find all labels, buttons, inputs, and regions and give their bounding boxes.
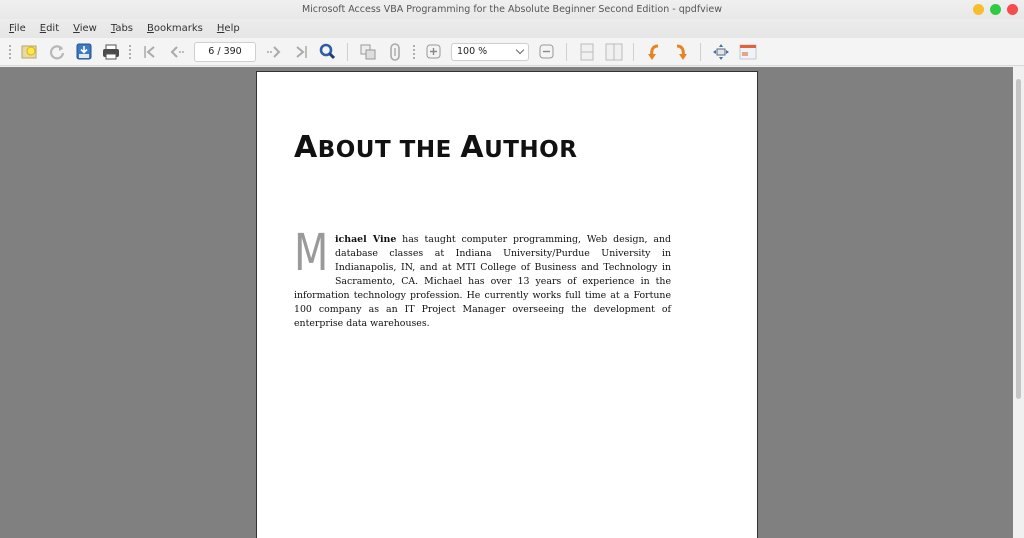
toolbar xyxy=(0,38,1024,66)
heading-capital: A xyxy=(294,130,318,165)
zoom-in-icon xyxy=(426,44,441,59)
zoom-level-select[interactable] xyxy=(451,43,529,61)
menu-file-label: ile xyxy=(14,23,26,34)
zoom-out-icon xyxy=(539,44,554,59)
search-button[interactable] xyxy=(317,41,339,63)
menu-file-mnemonic: F xyxy=(9,23,15,34)
menu-file[interactable] xyxy=(9,23,26,34)
previous-page-icon xyxy=(169,44,185,60)
first-page-button[interactable] xyxy=(139,41,161,63)
chevron-down-icon xyxy=(516,46,524,54)
toolbar-grip[interactable] xyxy=(128,44,132,60)
last-page-icon xyxy=(293,44,309,60)
document-viewer[interactable] xyxy=(0,67,1013,538)
menu-tabs-mnemonic: T xyxy=(110,23,116,34)
search-icon xyxy=(319,43,336,60)
presentation-icon xyxy=(739,44,757,60)
menu-help[interactable] xyxy=(217,23,240,34)
page-title xyxy=(294,130,577,165)
menu-tabs-label: abs xyxy=(115,23,133,34)
rotate-right-button[interactable] xyxy=(670,41,692,63)
toolbar-separator xyxy=(633,43,634,61)
author-bio-paragraph xyxy=(294,224,672,331)
minimize-button[interactable] xyxy=(973,4,984,15)
zoom-out-button[interactable] xyxy=(536,41,558,63)
vertical-scrollbar[interactable] xyxy=(1013,67,1024,538)
menu-view[interactable] xyxy=(73,23,97,34)
refresh-icon xyxy=(49,44,65,60)
toolbar-separator xyxy=(700,43,701,61)
menu-edit[interactable] xyxy=(40,23,59,34)
heading-capital: A xyxy=(460,130,485,165)
last-page-button[interactable] xyxy=(290,41,312,63)
next-page-button[interactable] xyxy=(263,41,285,63)
two-pages-button[interactable] xyxy=(603,41,625,63)
scrollbar-thumb[interactable] xyxy=(1016,79,1021,399)
fit-to-page-icon xyxy=(712,43,730,61)
fit-to-page-button[interactable] xyxy=(710,41,732,63)
menu-help-mnemonic: H xyxy=(216,23,225,34)
drop-cap: M xyxy=(294,224,329,283)
menu-view-label: iew xyxy=(79,23,97,34)
pdf-page xyxy=(256,71,758,538)
save-icon xyxy=(76,43,92,60)
heading-small-caps: UTHOR xyxy=(484,137,578,163)
rotate-left-button[interactable] xyxy=(643,41,665,63)
menu-bookmarks[interactable] xyxy=(147,23,203,34)
close-button[interactable] xyxy=(1007,4,1018,15)
menu-bookmarks-mnemonic: B xyxy=(147,23,154,34)
open-folder-icon xyxy=(21,44,39,60)
two-pages-icon xyxy=(605,43,623,61)
copy-button[interactable] xyxy=(357,41,379,63)
menu-bookmarks-label: ookmarks xyxy=(153,23,203,34)
attachment-button[interactable] xyxy=(384,41,406,63)
menu-bar xyxy=(0,19,1024,38)
rotate-left-icon xyxy=(646,43,662,61)
heading-small-caps: BOUT THE xyxy=(317,137,461,163)
toolbar-separator xyxy=(347,43,348,61)
author-name: ichael Vine xyxy=(335,234,397,245)
menu-edit-mnemonic: E xyxy=(39,23,47,34)
print-button[interactable] xyxy=(100,41,122,63)
menu-edit-label: dit xyxy=(46,23,60,34)
menu-view-mnemonic: V xyxy=(73,23,80,34)
first-page-icon xyxy=(142,44,158,60)
toolbar-grip[interactable] xyxy=(412,44,416,60)
copy-icon xyxy=(360,44,376,60)
zoom-level-value: 100 % xyxy=(457,46,488,57)
window-title: Microsoft Access VBA Programming for the Absolute Beginner Second Edition - qpdfview xyxy=(301,4,723,15)
previous-page-button[interactable] xyxy=(166,41,188,63)
open-button[interactable] xyxy=(19,41,41,63)
menu-help-label: elp xyxy=(224,23,240,34)
menu-tabs[interactable] xyxy=(111,23,133,34)
page-number-input[interactable]: 6 / 390 xyxy=(194,42,256,62)
toolbar-separator xyxy=(566,43,567,61)
next-page-icon xyxy=(266,44,282,60)
rotate-right-icon xyxy=(673,43,689,61)
toolbar-grip[interactable] xyxy=(8,44,12,60)
zoom-in-button[interactable] xyxy=(423,41,445,63)
refresh-button[interactable] xyxy=(46,41,68,63)
window-title-bar xyxy=(0,0,1024,19)
presentation-button[interactable] xyxy=(737,41,759,63)
continuous-mode-icon xyxy=(579,43,595,61)
window-controls xyxy=(973,4,1018,15)
maximize-button[interactable] xyxy=(990,4,1001,15)
continuous-mode-button[interactable] xyxy=(576,41,598,63)
print-icon xyxy=(102,44,120,60)
bio-text: has taught computer programming, Web design, and database classes at Indiana University/Purdue University in Indianapolis, IN, and at MTI College of Business and Technology in Sacramento, CA. Michael has over 13 years of experience in the information technology profession. He currently works full time at a Fortune 100 company as an IT Project Manager overseeing the development of enterprise data warehouses. xyxy=(294,234,672,329)
save-button[interactable] xyxy=(73,41,95,63)
attachment-icon xyxy=(389,43,401,61)
